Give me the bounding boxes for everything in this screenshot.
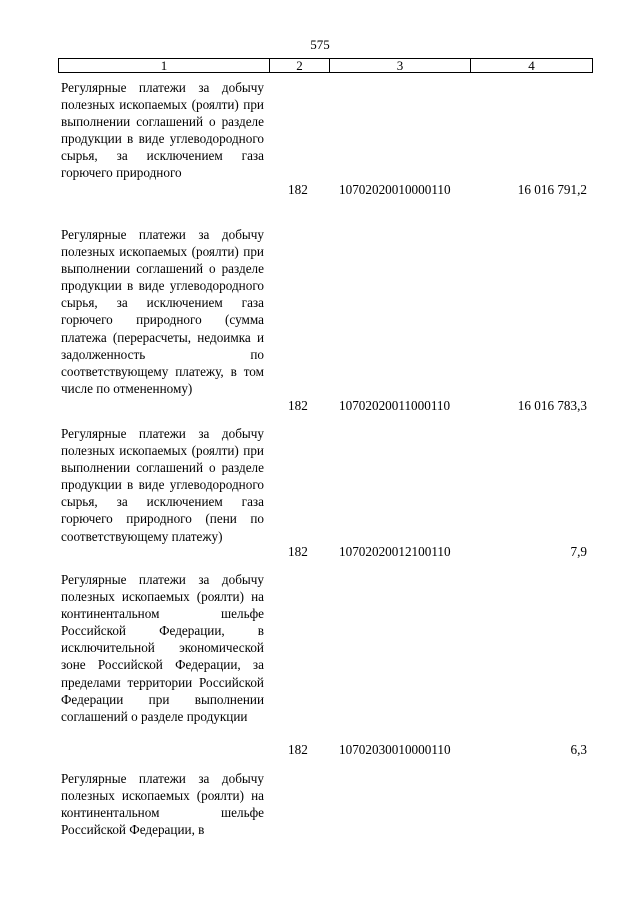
row-code: 182 [288, 182, 308, 197]
row-name: Регулярные платежи за добычу полезных ископаемых (роялти) на континентальном шельфе Российской Федерации, в исключительной экономической зоне Российской Федерации, за пределами территории Российской Федерации при выполнении соглашений о разделе продукции [61, 572, 264, 724]
row-amount: 16 016 783,3 [517, 398, 587, 413]
row-name: Регулярные платежи за добычу полезных ископаемых (роялти) при выполнении соглашений о разделе продукции в виде углеводородного сырья, за исключением газа горючего природного [61, 80, 264, 181]
row-code: 182 [288, 398, 308, 413]
row-kbk: 10702030010000110 [339, 742, 451, 757]
row-amount: 7,9 [570, 544, 587, 559]
row-name: Регулярные платежи за добычу полезных ископаемых (роялти) на континентальном шельфе Российской Федерации, в [61, 771, 264, 838]
row-kbk: 10702020010000110 [339, 182, 451, 197]
row-amount: 6,3 [570, 742, 587, 757]
row-amount: 16 016 791,2 [517, 182, 587, 197]
header-col-4: 4 [528, 58, 535, 73]
row-kbk: 10702020012100110 [339, 544, 451, 559]
header-col-1: 1 [59, 59, 270, 72]
header-col-2: 2 [270, 59, 330, 72]
header-col-3: 3 [330, 59, 471, 72]
row-code: 182 [288, 742, 308, 757]
row-kbk: 10702020011000110 [339, 398, 451, 413]
table-header [58, 58, 593, 73]
row-name: Регулярные платежи за добычу полезных ископаемых (роялти) при выполнении соглашений о разделе продукции в виде углеводородного сырья, за исключением газа горючего природного (пени по соответствующему платежу) [61, 426, 264, 544]
row-name: Регулярные платежи за добычу полезных ископаемых (роялти) при выполнении соглашений о разделе продукции в виде углеводородного сырья, за исключением газа горючего природного (сумма платежа (перерасчеты, недоимка и задолженность по соответствующему платежу, в том числе по отмененному) [61, 227, 264, 396]
row-code: 182 [288, 544, 308, 559]
page-number: 575 [310, 37, 330, 52]
